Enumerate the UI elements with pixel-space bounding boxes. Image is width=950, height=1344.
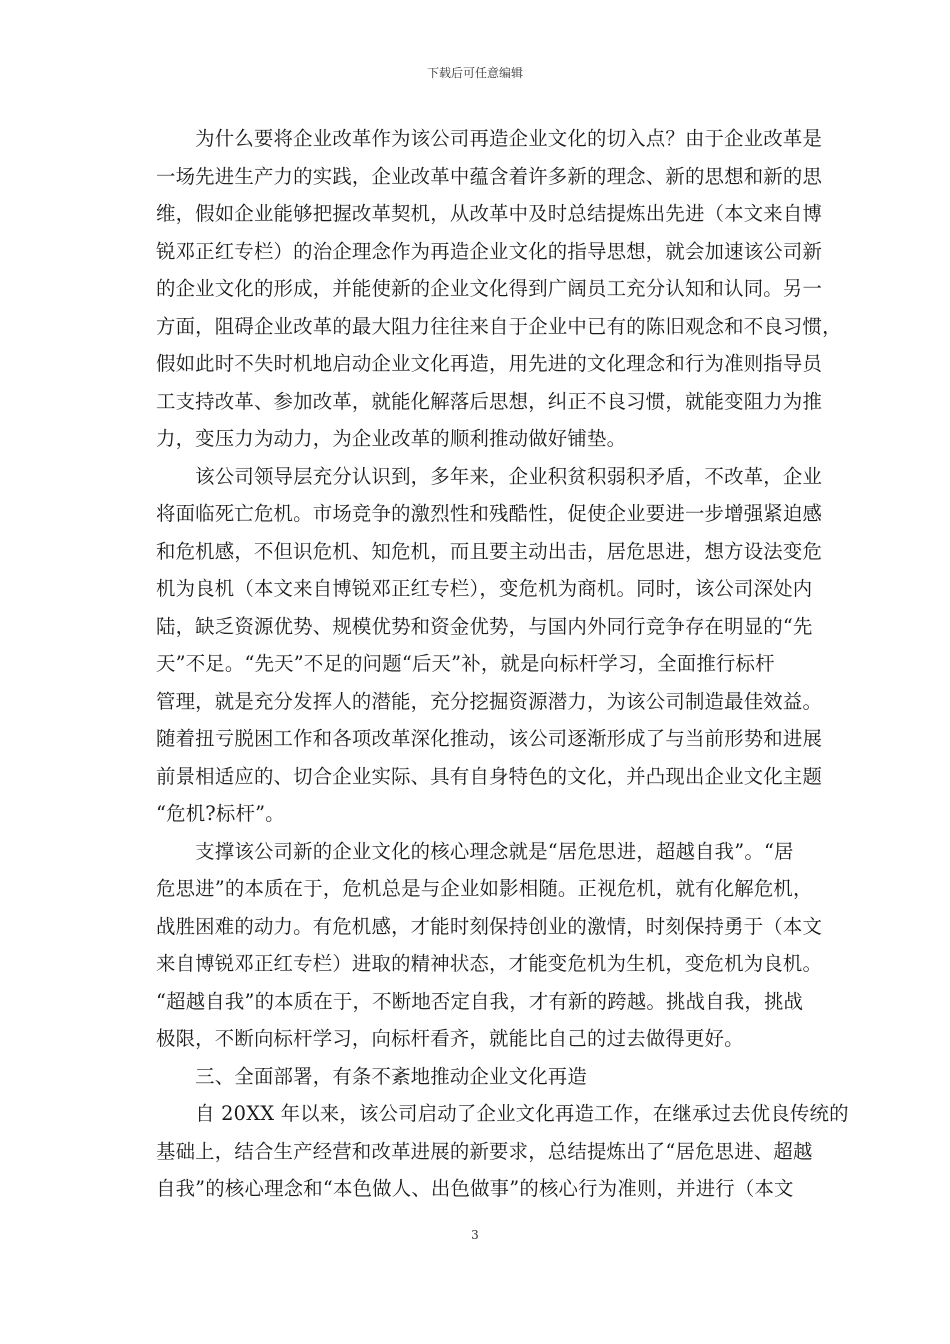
text-line: 假如此时不失时机地启动企业文化再造，用先进的文化理念和行为准则指导员 (156, 352, 823, 375)
text-line: “超越自我”的本质在于，不断地否定自我，才有新的跨越。挑战自我，挑战 (156, 989, 804, 1013)
text-line: 方面，阻碍企业改革的最大阻力往往来自于企业中已有的陈旧观念和不良习惯， (156, 314, 842, 338)
text-line: 和危机感，不但识危机、知危机，而且要主动出击，居危思进，想方设法变危 (156, 539, 823, 563)
page-number: 3 (471, 1228, 479, 1242)
text-line: 陆，缺乏资源优势、规模优势和资金优势，与国内外同行竞争存在明显的“先 (156, 614, 813, 638)
page-header: 下载后可任意编辑 (426, 66, 523, 80)
text-line: 维，假如企业能够把握改革契机，从改革中及时总结提炼出先进（本文来自博 (156, 202, 823, 225)
text-line: 将面临死亡危机。市场竞争的激烈性和残酷性，促使企业要进一步增强紧迫感 (156, 502, 823, 525)
text-line: 管理，就是充分发挥人的潜能，充分挖掘资源潜力，为该公司制造最佳效益。 (156, 689, 823, 713)
text-line: 的企业文化的形成，并能使新的企业文化得到广阔员工充分认知和认同。另一 (156, 277, 823, 300)
text-line: 前景相适应的、切合企业实际、具有自身特色的文化，并凸现出企业文化主题 (156, 764, 823, 788)
body-text (156, 120, 849, 1208)
text-line: 战胜困难的动力。有危机感，才能时刻保持创业的激情，时刻保持勇于（本文 (156, 914, 823, 938)
document-body (156, 120, 849, 1208)
text-line: 来自博锐邓正红专栏）进取的精神状态，才能变危机为生机，变危机为良机。 (156, 952, 823, 975)
text-line: 一场先进生产力的实践，企业改革中蕴含着许多新的理念、新的思想和新的思 (156, 164, 823, 188)
text-line: 随着扭亏脱困工作和各项改革深化推动，该公司逐渐形成了与当前形势和进展 (156, 727, 823, 750)
section-heading: 三、全面部署，有条不紊地推动企业文化再造 (156, 1064, 587, 1088)
text-line: 自我”的核心理念和“本色做人、出色做事”的核心行为准则，并进行（本文 (156, 1177, 794, 1200)
text-line: 为什么要将企业改革作为该公司再造企业文化的切入点？由于企业改革是 (156, 127, 823, 150)
text-line: 该公司领导层充分认识到，多年来，企业积贫积弱积矛盾，不改革，企业 (156, 464, 823, 488)
text-line: 基础上，结合生产经营和改革进展的新要求，总结提炼出了“居危思进、超越 (156, 1139, 813, 1163)
text-line: 危思进”的本质在于，危机总是与企业如影相随。正视危机，就有化解危机， (156, 877, 813, 900)
text-line: 极限，不断向标杆学习，向标杆看齐，就能比自己的过去做得更好。 (156, 1027, 744, 1050)
text-line: 自 20XX 年以来，该公司启动了企业文化再造工作，在继承过去优良传统的 (156, 1102, 849, 1125)
text-line: “危机?标杆”。 (156, 802, 285, 825)
text-line: 机为良机（本文来自博锐邓正红专栏），变危机为商机。同时，该公司深处内 (156, 577, 813, 600)
text-line: 支撑该公司新的企业文化的核心理念就是“居危思进，超越自我”。“居 (156, 839, 794, 863)
text-line: 锐邓正红专栏）的治企理念作为再造企业文化的指导思想，就会加速该公司新 (156, 239, 823, 263)
text-line: 天”不足。“先天”不足的问题“后天”补，就是向标杆学习，全面推行标杆 (156, 652, 775, 675)
text-line: 力，变压力为动力，为企业改革的顺利推动做好铺垫。 (156, 427, 627, 450)
text-line: 工支持改革、参加改革，就能化解落后思想，纠正不良习惯，就能变阻力为推 (156, 389, 823, 413)
